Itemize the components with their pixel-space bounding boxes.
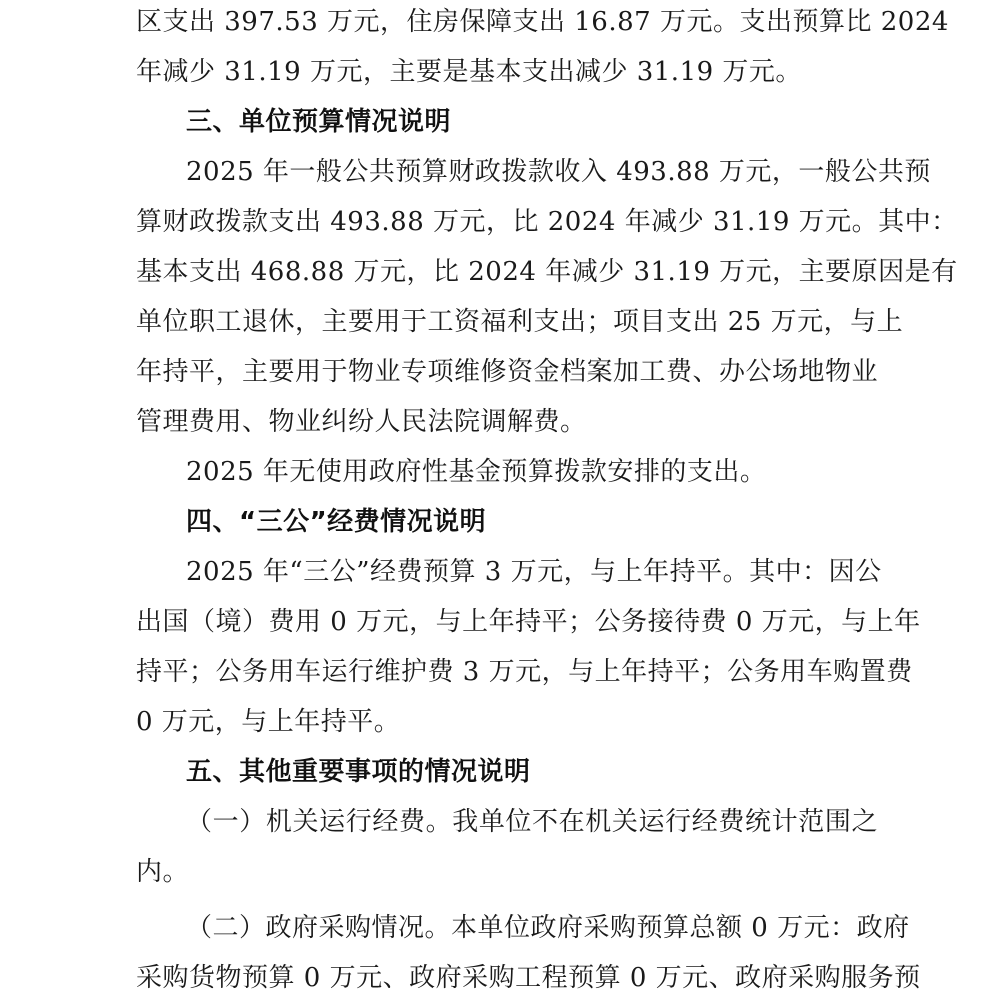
paragraph-line: 出国（境）费用 0 万元，与上年持平；公务接待费 0 万元，与上年 — [136, 607, 921, 637]
section-heading-unit-budget: 三、单位预算情况说明 — [186, 107, 452, 137]
paragraph-line: （二）政府采购情况。本单位政府采购预算总额 0 万元：政府 — [186, 913, 910, 943]
paragraph-line: 管理费用、物业纠纷人民法院调解费。 — [136, 407, 587, 437]
paragraph-line: 内。 — [136, 857, 190, 887]
paragraph-line: 持平；公务用车运行维护费 3 万元，与上年持平；公务用车购置费 — [136, 657, 913, 687]
paragraph-line: 2025 年无使用政府性基金预算拨款安排的支出。 — [186, 457, 767, 487]
paragraph-line: 采购货物预算 0 万元、政府采购工程预算 0 万元、政府采购服务预 — [136, 963, 921, 993]
paragraph-line: 算财政拨款支出 493.88 万元，比 2024 年减少 31.19 万元。其中： — [136, 207, 958, 237]
paragraph-line: 年持平，主要用于物业专项维修资金档案加工费、办公场地物业 — [136, 357, 879, 387]
paragraph-line: 2025 年“三公”经费预算 3 万元，与上年持平。其中：因公 — [186, 557, 882, 587]
paragraph-line: 2025 年一般公共预算财政拨款收入 493.88 万元，一般公共预 — [186, 157, 931, 187]
section-heading-other-matters: 五、其他重要事项的情况说明 — [186, 757, 531, 787]
section-heading-three-public: 四、“三公”经费情况说明 — [186, 507, 487, 537]
paragraph-line: 区支出 397.53 万元，住房保障支出 16.87 万元。支出预算比 2024 — [136, 7, 949, 37]
paragraph-line: （一）机关运行经费。我单位不在机关运行经费统计范围之 — [186, 807, 878, 837]
paragraph-line: 单位职工退休，主要用于工资福利支出；项目支出 25 万元，与上 — [136, 307, 904, 337]
paragraph-line: 0 万元，与上年持平。 — [136, 707, 401, 737]
paragraph-line: 基本支出 468.88 万元，比 2024 年减少 31.19 万元，主要原因是有 — [136, 257, 958, 287]
paragraph-line: 年减少 31.19 万元，主要是基本支出减少 31.19 万元。 — [136, 57, 802, 87]
